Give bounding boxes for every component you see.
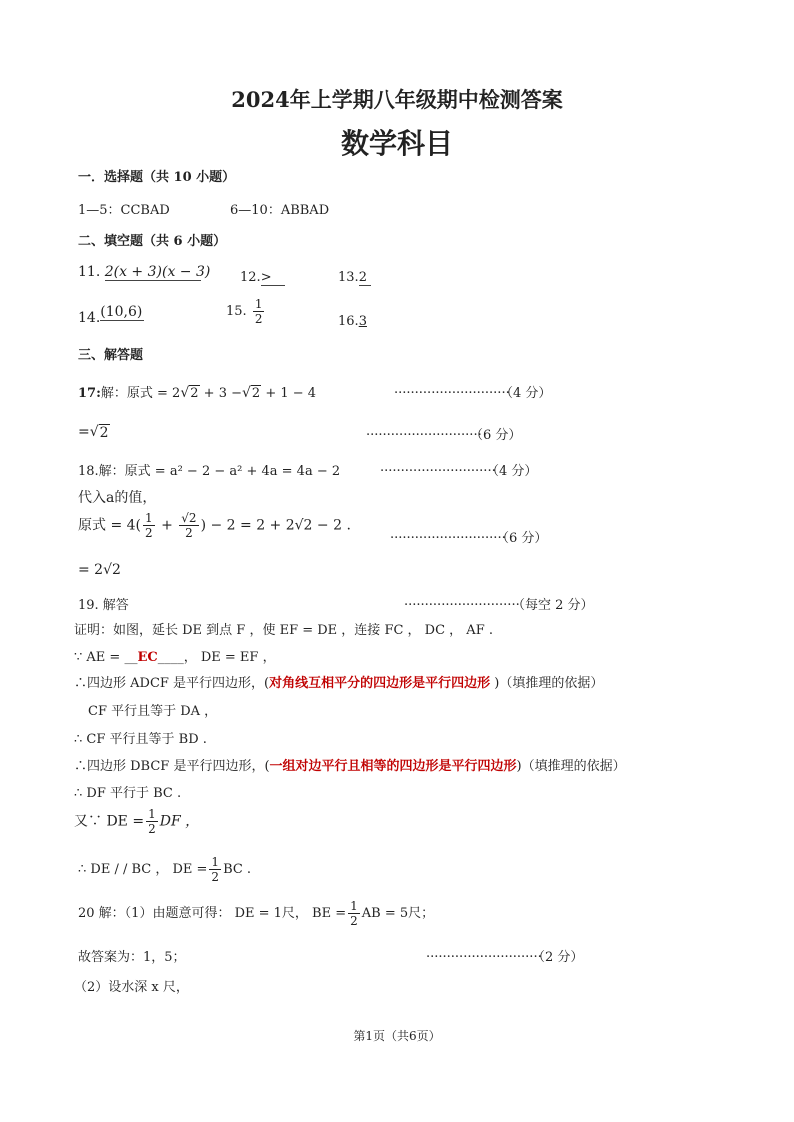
q19-line6-tail: )（填推理的依据）: [516, 759, 626, 774]
q13-label: 13.: [338, 270, 359, 285]
q17-prefix: 解：原式 = 2: [100, 386, 181, 401]
q20-line1-den: 2: [350, 914, 358, 928]
q17-rad2: 2: [251, 386, 261, 401]
q20-score: （2 分）: [532, 950, 584, 965]
q19-line8-den: 2: [148, 822, 156, 836]
q20-line1: [78, 900, 434, 927]
q19-answer-ec: EC: [137, 650, 158, 665]
q17-line1: [78, 382, 316, 401]
q15-label: 15.: [226, 304, 247, 319]
q19-line9-prefix: ∴ DE / / BC ， DE =: [78, 862, 208, 877]
q17-score1: （4 分）: [500, 386, 552, 401]
q12: [240, 270, 285, 286]
q20-line3: （2）设水深 x 尺，: [74, 980, 189, 995]
q16: [338, 314, 367, 329]
q19-line3-prefix: ∴四边形 ADCF 是平行四边形，(: [74, 676, 270, 691]
q17-score2: （6 分）: [470, 428, 522, 443]
q20-dots: ............................: [426, 946, 542, 961]
q18-line2: 代入a的值，: [78, 490, 157, 506]
q19-head: 19. 解答: [78, 598, 129, 613]
q17-dots2: ............................: [366, 424, 482, 439]
section3-heading: 三、解答题: [78, 348, 144, 363]
page-footer: 第1页（共6页）: [353, 1029, 441, 1043]
q17-line2-eq: =: [78, 424, 90, 440]
q20-line1-tail: AB = 5尺；: [361, 906, 435, 921]
q16-answer: 3: [358, 314, 367, 329]
q18-line4: = 2√2: [78, 562, 121, 578]
q18-line3: [78, 512, 351, 539]
q15: [226, 298, 266, 325]
q15-denominator: 2: [254, 312, 263, 326]
q12-answer: >: [261, 270, 285, 286]
page-title: 2024年上学期八年级期中检测答案: [231, 87, 563, 112]
q19-line6: [74, 755, 626, 774]
q17-line2-rad: 2: [99, 425, 109, 441]
q19-line2: [74, 646, 276, 665]
q19-line5: ∴ CF 平行且等于 BD .: [74, 732, 207, 747]
choice-answers-1-5: 1—5：CCBAD: [78, 203, 170, 218]
q18-frac1: [143, 512, 155, 539]
q18-frac2-num: √2: [181, 511, 197, 525]
section2-heading: 二、填空题（共 6 小题）: [78, 234, 227, 249]
q19-line9: [78, 856, 251, 883]
q18-frac2: [179, 512, 198, 539]
q19-line9-den: 2: [211, 870, 220, 884]
q19-line4: CF 平行且等于 DA ，: [88, 704, 218, 719]
q19-line2-prefix: ∵ AE = __: [74, 650, 138, 665]
q18-score1: （4 分）: [486, 464, 538, 479]
q20-line1-num: 1: [350, 899, 358, 913]
q17-sqrt1: √ 2: [180, 385, 199, 401]
q18-dots2: ............................: [390, 527, 506, 542]
q18-line3-tail: ) − 2 = 2 + 2√2 − 2 .: [200, 517, 351, 534]
q19-line8: [74, 808, 199, 835]
q19-line9-frac: [209, 856, 221, 883]
q11-answer: 2(x + 3)(x − 3): [104, 264, 211, 280]
q20-line2: 故答案为：1，5；: [78, 950, 186, 965]
q18-score2: （6 分）: [496, 531, 548, 546]
q11-label: 11.: [78, 264, 101, 280]
q17-line2: [78, 424, 110, 441]
q19-line9-tail: BC .: [223, 862, 252, 877]
q11: [78, 264, 211, 281]
section1-heading: 一．选择题（共 10 小题）: [78, 170, 236, 185]
page-subtitle: 数学科目: [340, 127, 453, 160]
q20-line1-frac: [348, 900, 360, 927]
q19-line6-prefix: ∴四边形 DBCF 是平行四边形，(: [74, 759, 270, 774]
q15-fraction: [253, 298, 265, 325]
q20-line1-prefix: 20 解：（1）由题意可得： DE = 1尺， BE =: [78, 906, 347, 921]
q19-line3: [74, 672, 603, 691]
q19-line9-num: 1: [211, 855, 220, 869]
q17-sqrt2: √ 2: [241, 385, 261, 401]
q19-line8-prefix: 又∵ DE =: [74, 813, 145, 830]
q19-score: （每空 2 分）: [512, 598, 594, 613]
q19-reason-1: 对角线互相平分的四边形是平行四边形: [269, 676, 491, 691]
q14-answer: (10,6): [100, 304, 143, 320]
q14-label: 14.: [78, 310, 101, 326]
q14: [78, 304, 144, 327]
q19-line3-tail: )（填推理的依据）: [490, 676, 604, 691]
q19-line7: ∴ DF 平行于 BC .: [74, 786, 182, 801]
q12-label: 12.: [240, 270, 261, 285]
q15-numerator: 1: [254, 297, 263, 311]
q17-line2-sqrt: √ 2: [89, 424, 109, 441]
q19-dots: ............................: [404, 594, 520, 609]
q19-reason-2: 一组对边平行且相等的四边形是平行四边形: [269, 759, 517, 774]
q17-dots1: ............................: [394, 382, 510, 397]
q18-line1: 18.解：原式 = a² − 2 − a² + 4a = 4a − 2: [78, 464, 341, 479]
q18-line3-plus: +: [156, 517, 178, 534]
q17-rad1: 2: [190, 386, 199, 401]
q19-line1: 证明：如图，延长 DE 到点 F ，使 EF = DE ，连接 FC ， DC ， AF .: [74, 623, 493, 638]
q19-line8-num: 1: [148, 807, 156, 821]
q19-line2-tail: ____， DE = EF ，: [157, 650, 276, 665]
q18-frac1-den: 2: [145, 526, 153, 540]
q18-line3-prefix: 原式 = 4(: [78, 517, 141, 534]
q13: [338, 270, 371, 286]
q17-tail: + 1 − 4: [261, 386, 317, 401]
q17-label: 17:: [78, 386, 101, 401]
choice-answers-6-10: 6—10：ABBAD: [230, 203, 330, 218]
q13-answer: 2: [359, 270, 371, 286]
q19-line8-tail: DF ，: [159, 813, 200, 830]
q18-dots1: ............................: [380, 460, 496, 475]
q18-frac1-num: 1: [145, 511, 153, 525]
q18-frac2-den: 2: [185, 526, 193, 540]
q17-mid: + 3 −: [199, 386, 242, 401]
q16-label: 16.: [338, 314, 359, 329]
q19-line8-frac: [146, 808, 158, 835]
